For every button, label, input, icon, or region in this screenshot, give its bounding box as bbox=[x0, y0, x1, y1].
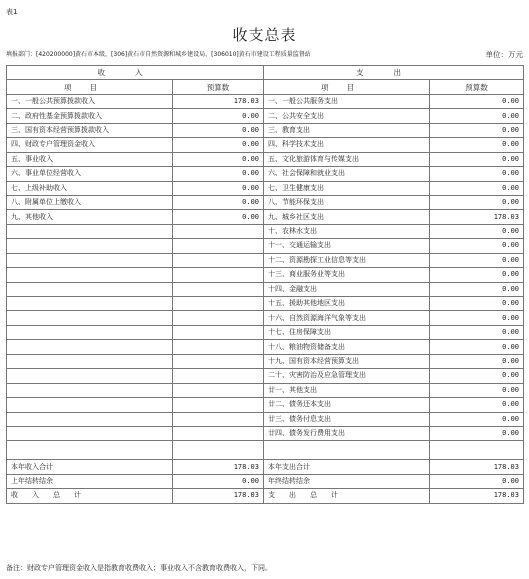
expense-item-cell: 十九、国有资本经营预算支出 bbox=[264, 354, 430, 368]
sheet-label: 表1 bbox=[6, 8, 18, 16]
expense-amount-cell: 0.00 bbox=[430, 383, 524, 397]
expense-amount-cell: 0.00 bbox=[430, 138, 524, 152]
expense-amount-cell: 0.00 bbox=[430, 268, 524, 282]
expense-item-cell: 四、科学技术支出 bbox=[264, 138, 430, 152]
expense-item-cell: 十八、粮油物资储备支出 bbox=[264, 340, 430, 354]
expense-amount-cell: 0.00 bbox=[430, 152, 524, 166]
income-item-cell bbox=[7, 398, 173, 412]
income-amount-cell bbox=[173, 253, 264, 267]
income-item-cell bbox=[7, 354, 173, 368]
expense-amount-cell: 0.00 bbox=[430, 253, 524, 267]
table-row bbox=[7, 123, 524, 137]
income-amount-cell: 0.00 bbox=[173, 138, 264, 152]
income-amount-cell bbox=[173, 340, 264, 354]
table-row bbox=[7, 383, 524, 397]
income-budget-header: 预算数 bbox=[173, 80, 264, 94]
expense-amount-cell: 0.00 bbox=[430, 94, 524, 108]
expense-item-cell: 六、社会保障和就业支出 bbox=[264, 167, 430, 181]
table-row bbox=[7, 426, 524, 440]
table-row bbox=[7, 325, 524, 339]
income-amount-cell: 178.03 bbox=[173, 460, 264, 474]
income-item-cell: 四、财政专户管理资金收入 bbox=[7, 138, 173, 152]
table-row bbox=[7, 138, 524, 152]
expense-item-cell: 二十、灾害防治及应急管理支出 bbox=[264, 369, 430, 383]
table-row bbox=[7, 224, 524, 238]
expense-amount-cell: 0.00 bbox=[430, 398, 524, 412]
page-title: 收支总表 bbox=[232, 26, 297, 44]
income-amount-cell bbox=[173, 426, 264, 440]
income-amount-cell bbox=[173, 224, 264, 238]
expense-item-cell: 十三、商业服务业等支出 bbox=[264, 268, 430, 282]
expense-amount-cell: 0.00 bbox=[430, 282, 524, 296]
expense-item-cell: 廿三、债务付息支出 bbox=[264, 412, 430, 426]
expense-amount-cell: 0.00 bbox=[430, 311, 524, 325]
empty-cell bbox=[7, 441, 173, 460]
section-header-row bbox=[7, 66, 524, 80]
income-item-cell: 二、政府性基金预算拨款收入 bbox=[7, 109, 173, 123]
income-amount-cell: 0.00 bbox=[173, 210, 264, 224]
income-amount-cell: 0.00 bbox=[173, 181, 264, 195]
expense-item-cell: 二、公共安全支出 bbox=[264, 109, 430, 123]
income-item-cell bbox=[7, 311, 173, 325]
expense-item-cell: 八、节能环保支出 bbox=[264, 195, 430, 209]
expense-amount-cell: 0.00 bbox=[430, 224, 524, 238]
income-amount-cell bbox=[173, 239, 264, 253]
expense-amount-cell: 0.00 bbox=[430, 297, 524, 311]
total-row bbox=[7, 460, 524, 474]
expense-amount-cell: 0.00 bbox=[430, 167, 524, 181]
income-item-cell: 五、事业收入 bbox=[7, 152, 173, 166]
total-row bbox=[7, 489, 524, 503]
income-item-cell: 三、国有资本经营预算拨款收入 bbox=[7, 123, 173, 137]
table-row bbox=[7, 354, 524, 368]
empty-cell bbox=[264, 441, 430, 460]
org-line: 填报部门：[420200000]黄石市本级，[306]黄石市自然资源和城乡建设局，[306010]黄石市建设工程质量监督站 bbox=[6, 51, 311, 58]
table-row bbox=[7, 210, 524, 224]
expense-item-cell: 九、城乡社区支出 bbox=[264, 210, 430, 224]
expense-item-cell: 廿一、其他支出 bbox=[264, 383, 430, 397]
expense-amount-cell: 0.00 bbox=[430, 109, 524, 123]
income-item-cell bbox=[7, 282, 173, 296]
expense-amount-cell: 0.00 bbox=[430, 181, 524, 195]
expense-amount-cell: 0.00 bbox=[430, 412, 524, 426]
income-amount-cell: 0.00 bbox=[173, 195, 264, 209]
income-amount-cell bbox=[173, 354, 264, 368]
table-row bbox=[7, 268, 524, 282]
income-amount-cell bbox=[173, 398, 264, 412]
income-item-cell: 九、其他收入 bbox=[7, 210, 173, 224]
expense-amount-cell: 178.03 bbox=[430, 460, 524, 474]
expense-item-cell: 十二、资源勘探工业信息等支出 bbox=[264, 253, 430, 267]
table-row bbox=[7, 282, 524, 296]
expense-item-cell: 十七、住房保障支出 bbox=[264, 325, 430, 339]
expense-item-header: 项目 bbox=[264, 80, 430, 94]
expense-amount-cell: 0.00 bbox=[430, 325, 524, 339]
expense-item-cell: 十五、援助其他地区支出 bbox=[264, 297, 430, 311]
income-amount-cell: 178.03 bbox=[173, 489, 264, 503]
expense-item-cell: 廿四、债务发行费用支出 bbox=[264, 426, 430, 440]
income-amount-cell: 0.00 bbox=[173, 474, 264, 488]
table-row bbox=[7, 253, 524, 267]
income-amount-cell: 0.00 bbox=[173, 109, 264, 123]
income-item-cell bbox=[7, 369, 173, 383]
table-row bbox=[7, 195, 524, 209]
income-header: 收入 bbox=[7, 66, 264, 80]
income-amount-cell bbox=[173, 268, 264, 282]
budget-table bbox=[6, 65, 524, 504]
expense-amount-cell: 0.00 bbox=[430, 474, 524, 488]
income-item-header: 项目 bbox=[7, 80, 173, 94]
spacer-row bbox=[7, 441, 524, 460]
income-item-cell bbox=[7, 426, 173, 440]
income-amount-cell: 0.00 bbox=[173, 152, 264, 166]
expense-item-cell: 七、卫生健康支出 bbox=[264, 181, 430, 195]
income-item-cell bbox=[7, 239, 173, 253]
header-info bbox=[6, 49, 523, 61]
expense-amount-cell: 0.00 bbox=[430, 195, 524, 209]
income-amount-cell bbox=[173, 383, 264, 397]
expense-amount-cell: 178.03 bbox=[430, 489, 524, 503]
empty-cell bbox=[173, 441, 264, 460]
income-amount-cell bbox=[173, 282, 264, 296]
expense-item-cell: 支出总计 bbox=[264, 489, 430, 503]
income-item-cell bbox=[7, 224, 173, 238]
income-item-cell bbox=[7, 268, 173, 282]
income-item-cell bbox=[7, 412, 173, 426]
table-row bbox=[7, 297, 524, 311]
income-amount-cell: 178.03 bbox=[173, 94, 264, 108]
table-row bbox=[7, 369, 524, 383]
expense-item-cell: 五、文化旅游体育与传媒支出 bbox=[264, 152, 430, 166]
expense-amount-cell: 0.00 bbox=[430, 123, 524, 137]
income-amount-cell: 0.00 bbox=[173, 167, 264, 181]
income-amount-cell: 0.00 bbox=[173, 123, 264, 137]
income-item-cell bbox=[7, 253, 173, 267]
income-item-cell bbox=[7, 325, 173, 339]
empty-cell bbox=[430, 441, 524, 460]
expense-amount-cell: 0.00 bbox=[430, 354, 524, 368]
table-row bbox=[7, 340, 524, 354]
income-amount-cell bbox=[173, 369, 264, 383]
footnote: 备注：财政专户管理资金收入是指教育收费收入；事业收入不含教育收费收入，下同。 bbox=[6, 564, 272, 572]
expense-item-cell: 年终结转结余 bbox=[264, 474, 430, 488]
expense-item-cell: 本年支出合计 bbox=[264, 460, 430, 474]
expense-item-cell: 十六、自然资源海洋气象等支出 bbox=[264, 311, 430, 325]
table-row bbox=[7, 167, 524, 181]
expense-budget-header: 预算数 bbox=[430, 80, 524, 94]
expense-item-cell: 一、一般公共服务支出 bbox=[264, 94, 430, 108]
table-row bbox=[7, 94, 524, 108]
expense-amount-cell: 0.00 bbox=[430, 426, 524, 440]
income-item-cell: 上年结转结余 bbox=[7, 474, 173, 488]
table-row bbox=[7, 181, 524, 195]
income-item-cell bbox=[7, 383, 173, 397]
expense-item-cell: 廿二、债务还本支出 bbox=[264, 398, 430, 412]
income-amount-cell bbox=[173, 412, 264, 426]
expense-amount-cell: 0.00 bbox=[430, 340, 524, 354]
expense-amount-cell: 0.00 bbox=[430, 239, 524, 253]
income-item-cell bbox=[7, 297, 173, 311]
table-row bbox=[7, 239, 524, 253]
expense-item-cell: 十四、金融支出 bbox=[264, 282, 430, 296]
income-item-cell: 一、一般公共预算拨款收入 bbox=[7, 94, 173, 108]
income-item-cell: 收入总计 bbox=[7, 489, 173, 503]
table-row bbox=[7, 109, 524, 123]
expense-item-cell: 三、教育支出 bbox=[264, 123, 430, 137]
expense-item-cell: 十、农林水支出 bbox=[264, 224, 430, 238]
table-row bbox=[7, 412, 524, 426]
income-amount-cell bbox=[173, 297, 264, 311]
expense-amount-cell: 178.03 bbox=[430, 210, 524, 224]
income-amount-cell bbox=[173, 325, 264, 339]
table-row bbox=[7, 152, 524, 166]
expense-amount-cell: 0.00 bbox=[430, 369, 524, 383]
income-item-cell: 七、上级补助收入 bbox=[7, 181, 173, 195]
expense-header: 支出 bbox=[264, 66, 524, 80]
income-item-cell: 本年收入合计 bbox=[7, 460, 173, 474]
unit-label: 单位：万元 bbox=[485, 50, 523, 59]
income-item-cell: 八、附属单位上缴收入 bbox=[7, 195, 173, 209]
table-row bbox=[7, 398, 524, 412]
income-amount-cell bbox=[173, 311, 264, 325]
income-item-cell bbox=[7, 340, 173, 354]
income-item-cell: 六、事业单位经营收入 bbox=[7, 167, 173, 181]
table-row bbox=[7, 311, 524, 325]
expense-item-cell: 十一、交通运输支出 bbox=[264, 239, 430, 253]
total-row bbox=[7, 474, 524, 488]
column-header-row bbox=[7, 80, 524, 94]
